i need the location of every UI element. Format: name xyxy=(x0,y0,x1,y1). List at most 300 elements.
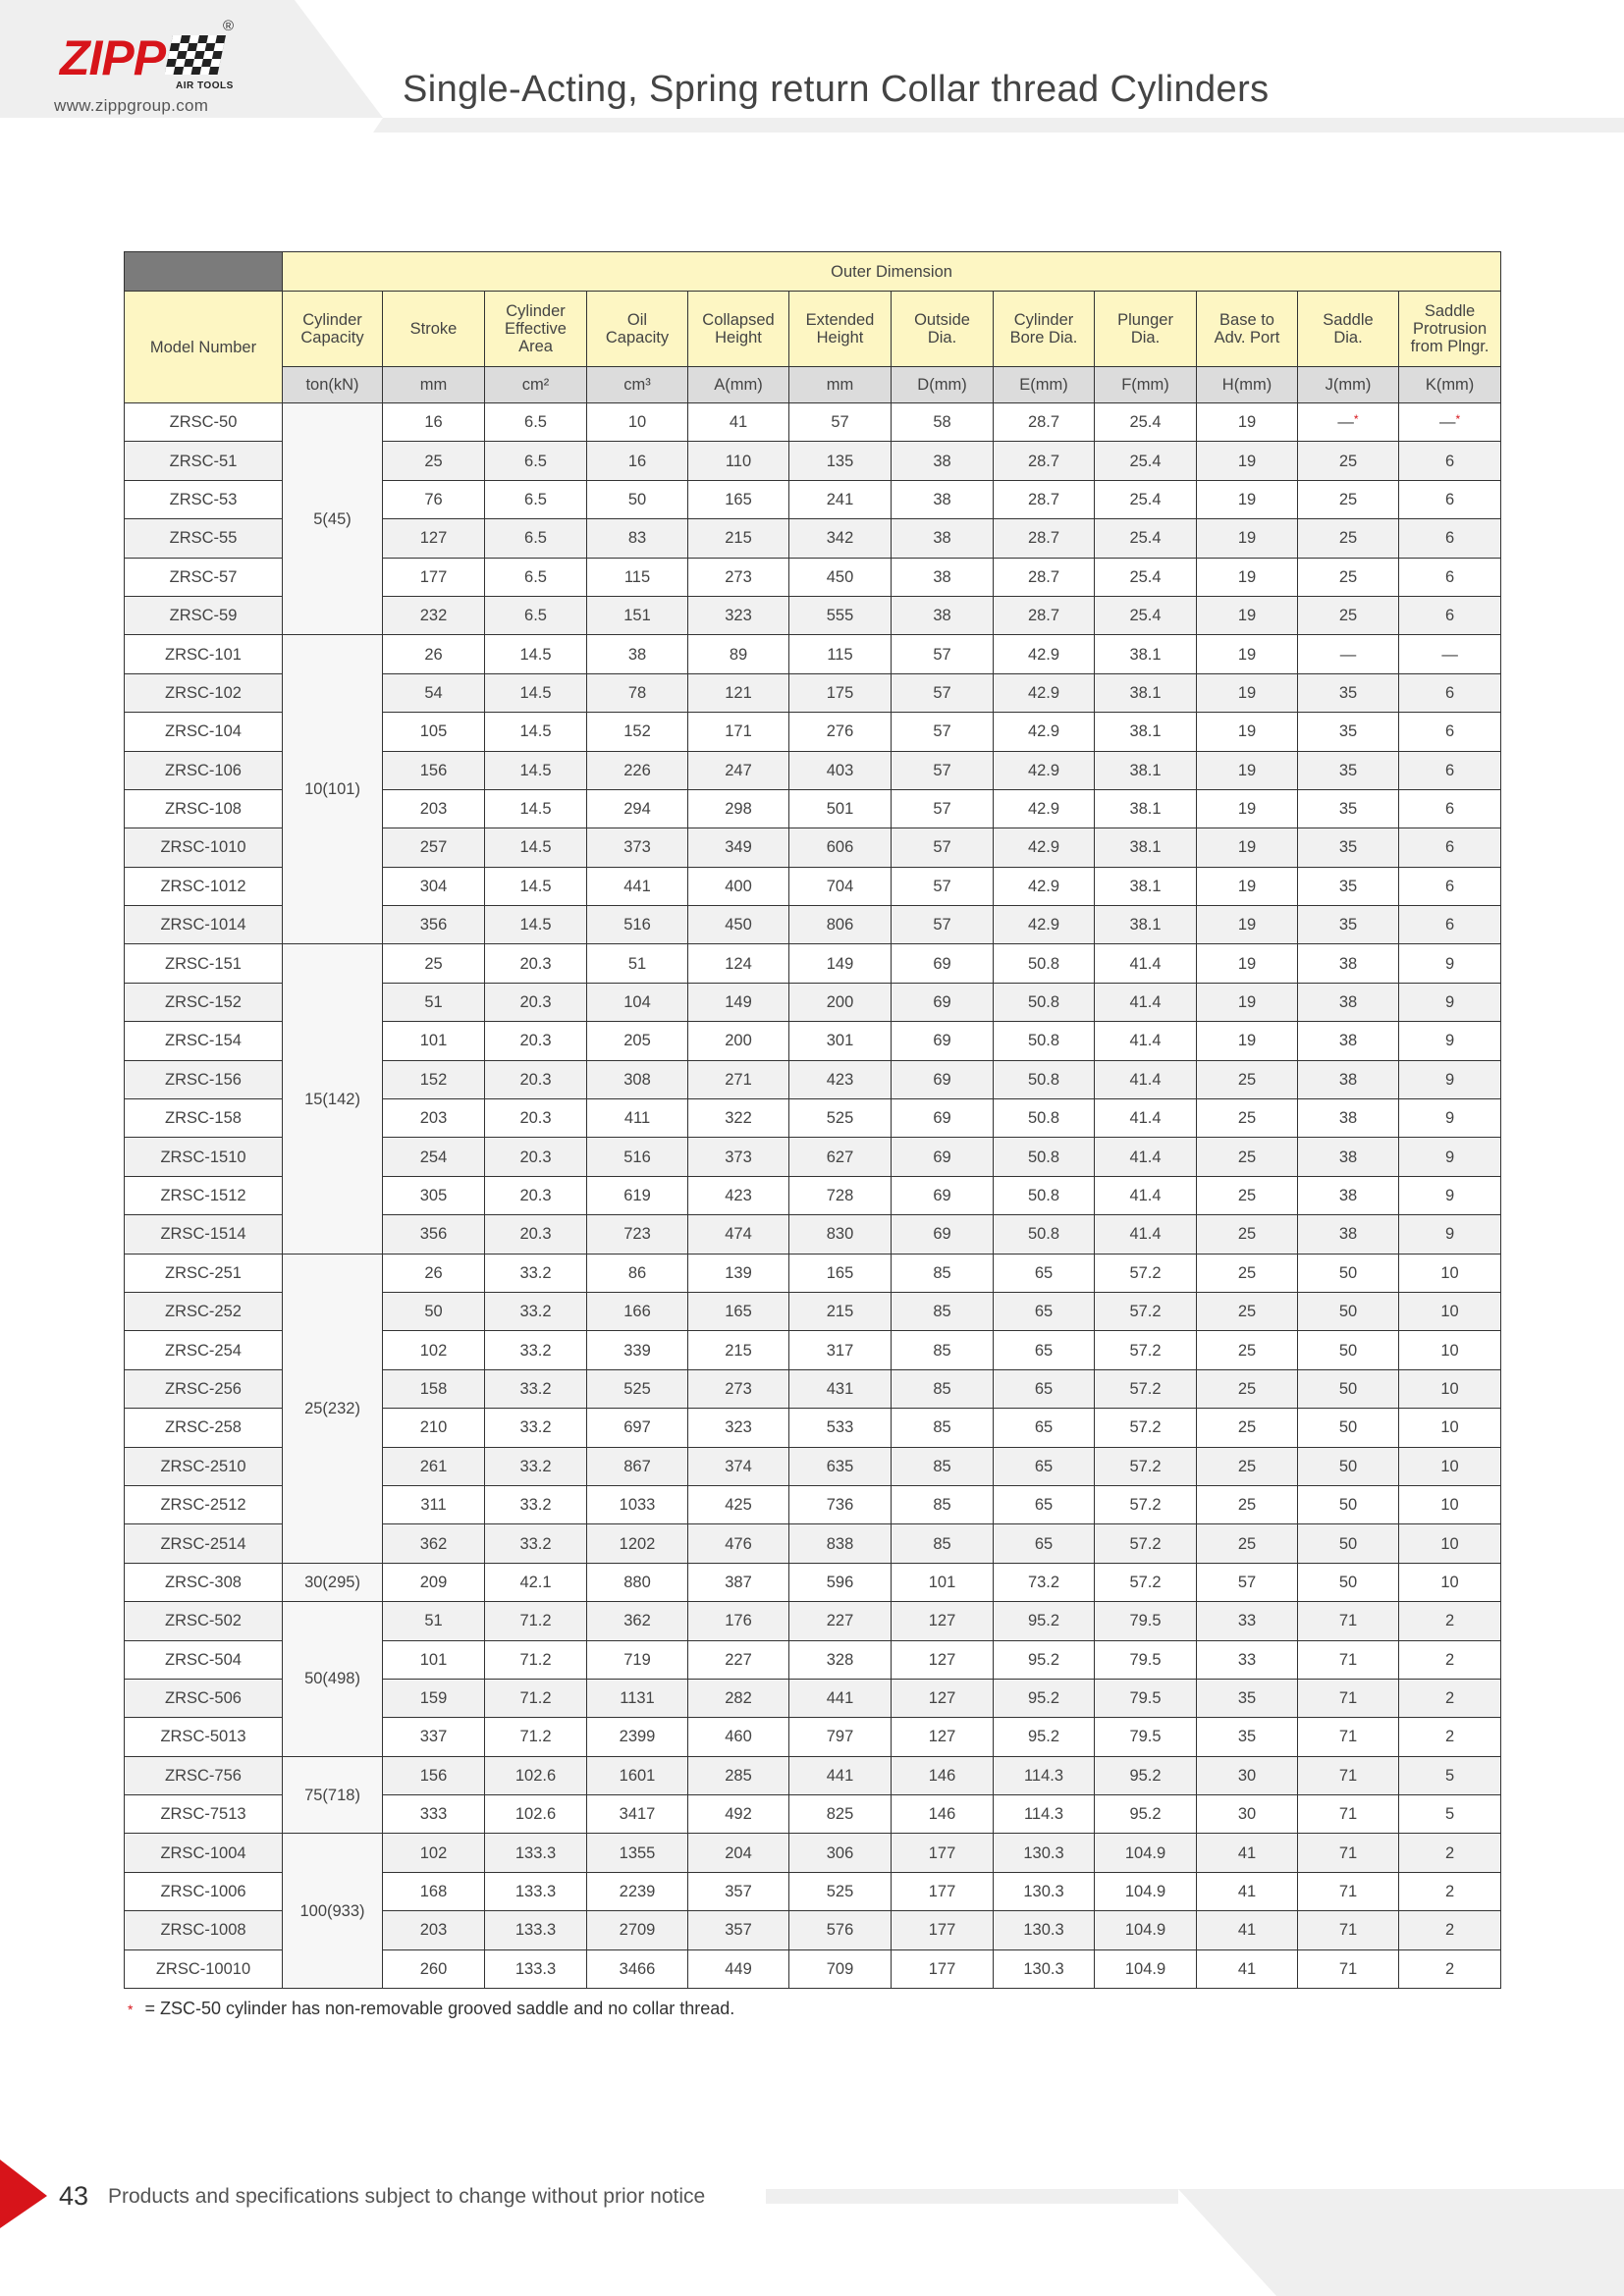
data-cell: 20.3 xyxy=(485,944,587,983)
data-cell: 25 xyxy=(1197,1292,1298,1330)
data-cell: 6.5 xyxy=(485,480,587,518)
data-cell: 71.2 xyxy=(485,1640,587,1679)
data-cell: 431 xyxy=(789,1369,892,1408)
unit-cell: D(mm) xyxy=(892,367,994,403)
data-cell: 130.3 xyxy=(994,1872,1095,1910)
data-cell: 57 xyxy=(789,403,892,442)
data-cell: 25 xyxy=(1298,480,1399,518)
page-number: 43 xyxy=(59,2181,89,2211)
data-cell: 16 xyxy=(383,403,485,442)
data-cell: 209 xyxy=(383,1563,485,1601)
data-cell: 273 xyxy=(688,558,789,596)
data-cell: 6 xyxy=(1399,713,1501,751)
unit-cell: E(mm) xyxy=(994,367,1095,403)
data-cell: 619 xyxy=(587,1176,688,1214)
data-cell: 1355 xyxy=(587,1834,688,1872)
data-cell: 115 xyxy=(587,558,688,596)
data-cell: 19 xyxy=(1197,1022,1298,1060)
column-header-line: Height xyxy=(715,329,762,347)
data-cell: 149 xyxy=(688,983,789,1021)
data-cell: 38.1 xyxy=(1095,713,1197,751)
data-cell: 95.2 xyxy=(1095,1795,1197,1834)
data-cell: 42.9 xyxy=(994,906,1095,944)
data-cell: 2 xyxy=(1399,1679,1501,1717)
data-cell: 308 xyxy=(587,1060,688,1098)
data-cell: 38 xyxy=(892,442,994,480)
data-cell: 124 xyxy=(688,944,789,983)
data-cell: — xyxy=(1399,635,1501,673)
data-cell: 6.5 xyxy=(485,519,587,558)
unit-cell: H(mm) xyxy=(1197,367,1298,403)
column-header xyxy=(485,292,587,367)
data-cell: 9 xyxy=(1399,983,1501,1021)
table-row xyxy=(125,944,1501,983)
model-number-cell: ZRSC-2512 xyxy=(125,1485,283,1523)
data-cell: 177 xyxy=(892,1949,994,1988)
column-header xyxy=(892,292,994,367)
data-cell: 38 xyxy=(1298,1022,1399,1060)
data-cell: 50 xyxy=(1298,1292,1399,1330)
data-cell: 460 xyxy=(688,1718,789,1756)
data-cell: 57.2 xyxy=(1095,1292,1197,1330)
data-cell: 41.4 xyxy=(1095,1022,1197,1060)
data-cell: 33 xyxy=(1197,1640,1298,1679)
data-cell: 301 xyxy=(789,1022,892,1060)
data-cell: 215 xyxy=(789,1292,892,1330)
data-cell: 709 xyxy=(789,1949,892,1988)
model-number-cell: ZRSC-256 xyxy=(125,1369,283,1408)
model-number-cell: ZRSC-254 xyxy=(125,1331,283,1369)
model-number-cell: ZRSC-1006 xyxy=(125,1872,283,1910)
data-cell: 298 xyxy=(688,789,789,828)
data-cell: 50 xyxy=(1298,1447,1399,1485)
data-cell: 42.1 xyxy=(485,1563,587,1601)
data-cell: 177 xyxy=(383,558,485,596)
column-header-line: Height xyxy=(816,329,864,347)
data-cell: 411 xyxy=(587,1099,688,1138)
model-number-cell: ZRSC-2514 xyxy=(125,1524,283,1563)
data-cell: 14.5 xyxy=(485,635,587,673)
data-cell: 57 xyxy=(892,673,994,712)
data-cell: 203 xyxy=(383,1911,485,1949)
model-number-cell: ZRSC-57 xyxy=(125,558,283,596)
data-cell: 25 xyxy=(1197,1138,1298,1176)
data-cell: 6 xyxy=(1399,789,1501,828)
data-cell: 2 xyxy=(1399,1834,1501,1872)
data-cell: 257 xyxy=(383,828,485,867)
data-cell: 127 xyxy=(892,1718,994,1756)
data-cell: — xyxy=(1298,635,1399,673)
data-cell: 373 xyxy=(587,828,688,867)
data-cell: 349 xyxy=(688,828,789,867)
data-cell: 38 xyxy=(892,519,994,558)
model-number-cell: ZRSC-506 xyxy=(125,1679,283,1717)
data-cell: 227 xyxy=(688,1640,789,1679)
data-cell: 16 xyxy=(587,442,688,480)
data-cell: 159 xyxy=(383,1679,485,1717)
model-number-cell: ZRSC-154 xyxy=(125,1022,283,1060)
data-cell: 156 xyxy=(383,751,485,789)
data-cell: 25 xyxy=(1197,1176,1298,1214)
data-cell: 79.5 xyxy=(1095,1718,1197,1756)
data-cell: 104 xyxy=(587,983,688,1021)
data-cell: 41.4 xyxy=(1095,1060,1197,1098)
model-number-cell: ZRSC-55 xyxy=(125,519,283,558)
data-cell: 151 xyxy=(587,596,688,634)
data-cell: 838 xyxy=(789,1524,892,1563)
data-cell: 130.3 xyxy=(994,1911,1095,1949)
data-cell: 35 xyxy=(1298,713,1399,751)
model-number-cell: ZRSC-258 xyxy=(125,1409,283,1447)
data-cell: 423 xyxy=(688,1176,789,1214)
footnote-star-icon: * xyxy=(1455,412,1461,427)
column-header-line: Protrusion xyxy=(1412,320,1488,338)
data-cell: 38 xyxy=(1298,1215,1399,1254)
data-cell: 449 xyxy=(688,1949,789,1988)
data-cell: 357 xyxy=(688,1872,789,1910)
data-cell: 35 xyxy=(1298,828,1399,867)
model-number-cell: ZRSC-756 xyxy=(125,1756,283,1794)
data-cell: 95.2 xyxy=(994,1679,1095,1717)
data-cell: 50.8 xyxy=(994,944,1095,983)
data-cell: 71 xyxy=(1298,1679,1399,1717)
data-cell: 333 xyxy=(383,1795,485,1834)
data-cell: 50.8 xyxy=(994,1215,1095,1254)
data-cell: 57 xyxy=(892,751,994,789)
data-cell: 10 xyxy=(1399,1409,1501,1447)
data-cell: 71.2 xyxy=(485,1602,587,1640)
data-cell: 85 xyxy=(892,1254,994,1292)
data-cell: 38 xyxy=(1298,1176,1399,1214)
data-cell: 25 xyxy=(1298,596,1399,634)
data-cell: 226 xyxy=(587,751,688,789)
data-cell: 9 xyxy=(1399,944,1501,983)
column-header-line: Effective xyxy=(505,320,567,338)
data-cell: 38 xyxy=(587,635,688,673)
data-cell: 42.9 xyxy=(994,751,1095,789)
data-cell: 14.5 xyxy=(485,789,587,828)
data-cell: 71 xyxy=(1298,1602,1399,1640)
data-cell: 2709 xyxy=(587,1911,688,1949)
capacity-cell: 30(295) xyxy=(283,1563,383,1601)
model-number-cell: ZRSC-2510 xyxy=(125,1447,283,1485)
column-header-line: Capacity xyxy=(300,329,364,347)
data-cell: 227 xyxy=(789,1602,892,1640)
footer-notice: Products and specifications subject to change without prior notice xyxy=(108,2185,706,2208)
data-cell: 38 xyxy=(1298,983,1399,1021)
column-header-line: Oil xyxy=(626,311,648,329)
data-cell: 342 xyxy=(789,519,892,558)
data-cell: 317 xyxy=(789,1331,892,1369)
column-header xyxy=(383,292,485,367)
checkered-flag-icon xyxy=(165,35,226,79)
data-cell xyxy=(1298,403,1399,442)
data-cell: 83 xyxy=(587,519,688,558)
data-cell: 28.7 xyxy=(994,519,1095,558)
data-cell: 2239 xyxy=(587,1872,688,1910)
data-cell: 26 xyxy=(383,1254,485,1292)
data-cell: 25 xyxy=(1197,1409,1298,1447)
data-cell: 50 xyxy=(383,1292,485,1330)
data-cell: 95.2 xyxy=(994,1602,1095,1640)
table-row xyxy=(125,1563,1501,1601)
data-cell: 38.1 xyxy=(1095,751,1197,789)
data-cell: 152 xyxy=(383,1060,485,1098)
table-row xyxy=(125,1834,1501,1872)
data-cell: 41 xyxy=(1197,1949,1298,1988)
data-cell: 146 xyxy=(892,1795,994,1834)
data-cell: 323 xyxy=(688,596,789,634)
data-cell: 177 xyxy=(892,1872,994,1910)
data-cell: 158 xyxy=(383,1369,485,1408)
data-cell: 165 xyxy=(688,1292,789,1330)
data-cell: 176 xyxy=(688,1602,789,1640)
data-cell: 38 xyxy=(1298,1060,1399,1098)
data-cell: 65 xyxy=(994,1447,1095,1485)
data-cell: 85 xyxy=(892,1369,994,1408)
data-cell: 273 xyxy=(688,1369,789,1408)
data-cell: 20.3 xyxy=(485,1176,587,1214)
data-cell: 3466 xyxy=(587,1949,688,1988)
data-cell: 133.3 xyxy=(485,1872,587,1910)
data-cell: 525 xyxy=(587,1369,688,1408)
column-header-line: Extended xyxy=(805,311,875,329)
data-cell: 28.7 xyxy=(994,558,1095,596)
data-cell: 42.9 xyxy=(994,789,1095,828)
column-header xyxy=(1197,292,1298,367)
data-cell: 104.9 xyxy=(1095,1949,1197,1988)
data-cell: 35 xyxy=(1298,751,1399,789)
data-cell: 101 xyxy=(383,1640,485,1679)
data-cell: 294 xyxy=(587,789,688,828)
data-cell: 50.8 xyxy=(994,1099,1095,1138)
data-cell: 9 xyxy=(1399,1176,1501,1214)
data-cell: 57 xyxy=(1197,1563,1298,1601)
column-header-line: Cylinder xyxy=(506,302,566,320)
footnote-marker: * xyxy=(128,2002,134,2017)
data-cell: 304 xyxy=(383,867,485,905)
data-cell: 25 xyxy=(1197,1369,1298,1408)
website-link[interactable]: www.zippgroup.com xyxy=(54,96,209,115)
data-cell: 14.5 xyxy=(485,713,587,751)
data-cell: 2399 xyxy=(587,1718,688,1756)
data-cell: 69 xyxy=(892,1099,994,1138)
data-cell: 57.2 xyxy=(1095,1524,1197,1563)
data-cell: 276 xyxy=(789,713,892,751)
data-cell: 50 xyxy=(1298,1369,1399,1408)
data-cell: 33.2 xyxy=(485,1292,587,1330)
data-cell: 25 xyxy=(1197,1254,1298,1292)
data-cell: 79.5 xyxy=(1095,1679,1197,1717)
data-cell: 10 xyxy=(1399,1524,1501,1563)
data-cell: 719 xyxy=(587,1640,688,1679)
table-row xyxy=(125,403,1501,442)
data-cell: 38.1 xyxy=(1095,789,1197,828)
data-cell: 282 xyxy=(688,1679,789,1717)
data-cell: 156 xyxy=(383,1756,485,1794)
model-number-cell: ZRSC-1012 xyxy=(125,867,283,905)
data-cell: 42.9 xyxy=(994,673,1095,712)
data-cell: 38 xyxy=(892,596,994,634)
data-cell: 825 xyxy=(789,1795,892,1834)
column-header-line: Area xyxy=(518,338,553,355)
data-cell: 50 xyxy=(1298,1485,1399,1523)
column-header-line: Stroke xyxy=(409,320,458,338)
data-cell: 2 xyxy=(1399,1949,1501,1988)
data-cell: 441 xyxy=(587,867,688,905)
data-cell: 525 xyxy=(789,1099,892,1138)
column-header xyxy=(1095,292,1197,367)
data-cell: 114.3 xyxy=(994,1756,1095,1794)
data-cell: 19 xyxy=(1197,713,1298,751)
data-cell: 95.2 xyxy=(994,1640,1095,1679)
data-cell: 6.5 xyxy=(485,403,587,442)
data-cell: 51 xyxy=(587,944,688,983)
data-cell: 14.5 xyxy=(485,673,587,712)
data-cell: 728 xyxy=(789,1176,892,1214)
page-footer xyxy=(0,2160,1624,2296)
data-cell: 57.2 xyxy=(1095,1447,1197,1485)
data-cell: 215 xyxy=(688,1331,789,1369)
data-cell: 35 xyxy=(1298,906,1399,944)
data-cell: 25 xyxy=(1298,558,1399,596)
data-cell: 806 xyxy=(789,906,892,944)
data-cell: 25 xyxy=(1298,442,1399,480)
column-header-row xyxy=(125,292,1501,367)
data-cell: 133.3 xyxy=(485,1949,587,1988)
data-cell: 50 xyxy=(1298,1331,1399,1369)
data-cell: 14.5 xyxy=(485,828,587,867)
data-cell: 20.3 xyxy=(485,983,587,1021)
data-cell: 19 xyxy=(1197,519,1298,558)
data-cell: 204 xyxy=(688,1834,789,1872)
data-cell: 362 xyxy=(587,1602,688,1640)
data-cell: 830 xyxy=(789,1215,892,1254)
data-cell: 101 xyxy=(892,1563,994,1601)
data-cell: 38 xyxy=(892,558,994,596)
data-cell: 6 xyxy=(1399,828,1501,867)
data-cell: 19 xyxy=(1197,867,1298,905)
data-cell: 25 xyxy=(1197,1485,1298,1523)
data-cell: 339 xyxy=(587,1331,688,1369)
data-cell: 149 xyxy=(789,944,892,983)
column-header-line: Cylinder xyxy=(1013,311,1074,329)
table-row xyxy=(125,635,1501,673)
data-cell: 328 xyxy=(789,1640,892,1679)
data-cell: 58 xyxy=(892,403,994,442)
data-cell: 33.2 xyxy=(485,1447,587,1485)
data-cell: 85 xyxy=(892,1485,994,1523)
data-cell: 19 xyxy=(1197,442,1298,480)
data-cell: 797 xyxy=(789,1718,892,1756)
data-cell: 1202 xyxy=(587,1524,688,1563)
column-header-line: Dia. xyxy=(1333,329,1363,347)
data-cell: 25 xyxy=(1197,1060,1298,1098)
model-number-cell: ZRSC-106 xyxy=(125,751,283,789)
column-header-line: Dia. xyxy=(1130,329,1161,347)
data-cell: 1131 xyxy=(587,1679,688,1717)
data-cell: 19 xyxy=(1197,673,1298,712)
data-cell: 130.3 xyxy=(994,1949,1095,1988)
data-cell: 110 xyxy=(688,442,789,480)
column-header xyxy=(789,292,892,367)
table-body xyxy=(125,403,1501,1989)
data-cell: 19 xyxy=(1197,558,1298,596)
data-cell: 6 xyxy=(1399,596,1501,634)
outer-dimension-row xyxy=(125,252,1501,292)
data-cell: 71 xyxy=(1298,1911,1399,1949)
data-cell: 54 xyxy=(383,673,485,712)
data-cell: 25 xyxy=(383,442,485,480)
data-cell: 51 xyxy=(383,983,485,1021)
data-cell: 19 xyxy=(1197,789,1298,828)
data-cell: 41.4 xyxy=(1095,1138,1197,1176)
data-cell: 10 xyxy=(1399,1369,1501,1408)
data-cell: 85 xyxy=(892,1292,994,1330)
data-cell: 79.5 xyxy=(1095,1640,1197,1679)
model-number-cell: ZRSC-102 xyxy=(125,673,283,712)
data-cell: 28.7 xyxy=(994,480,1095,518)
data-cell: 101 xyxy=(383,1022,485,1060)
data-cell: 1033 xyxy=(587,1485,688,1523)
model-number-cell: ZRSC-1510 xyxy=(125,1138,283,1176)
data-cell: 38 xyxy=(1298,944,1399,983)
data-cell: 65 xyxy=(994,1292,1095,1330)
data-cell: 50.8 xyxy=(994,1060,1095,1098)
data-cell: 71.2 xyxy=(485,1679,587,1717)
data-cell: 6 xyxy=(1399,480,1501,518)
data-cell: 400 xyxy=(688,867,789,905)
data-cell: 20.3 xyxy=(485,1060,587,1098)
data-cell: 723 xyxy=(587,1215,688,1254)
table-row xyxy=(125,1602,1501,1640)
data-cell: 38 xyxy=(1298,1099,1399,1138)
data-cell: 525 xyxy=(789,1872,892,1910)
data-cell: 26 xyxy=(383,635,485,673)
data-cell: 25 xyxy=(1197,1099,1298,1138)
data-cell: 42.9 xyxy=(994,867,1095,905)
data-cell: 168 xyxy=(383,1872,485,1910)
data-cell: 65 xyxy=(994,1331,1095,1369)
page-header xyxy=(0,0,1624,133)
data-cell: 33 xyxy=(1197,1602,1298,1640)
data-cell: 247 xyxy=(688,751,789,789)
data-cell: 38.1 xyxy=(1095,828,1197,867)
data-cell: 19 xyxy=(1197,751,1298,789)
data-cell: 10 xyxy=(1399,1331,1501,1369)
data-cell: 85 xyxy=(892,1331,994,1369)
data-cell: 492 xyxy=(688,1795,789,1834)
column-header xyxy=(587,292,688,367)
data-cell: 30 xyxy=(1197,1756,1298,1794)
data-cell: 20.3 xyxy=(485,1138,587,1176)
capacity-cell: 100(933) xyxy=(283,1834,383,1989)
model-number-cell: ZRSC-51 xyxy=(125,442,283,480)
data-cell: 121 xyxy=(688,673,789,712)
data-cell: 19 xyxy=(1197,828,1298,867)
unit-cell: K(mm) xyxy=(1399,367,1501,403)
data-cell: 254 xyxy=(383,1138,485,1176)
data-cell: 337 xyxy=(383,1718,485,1756)
model-number-cell: ZRSC-252 xyxy=(125,1292,283,1330)
data-cell: 57.2 xyxy=(1095,1331,1197,1369)
column-header-line: Outside xyxy=(914,311,970,329)
data-cell: 57.2 xyxy=(1095,1485,1197,1523)
data-cell: 33.2 xyxy=(485,1369,587,1408)
data-cell: 69 xyxy=(892,1138,994,1176)
data-cell: 533 xyxy=(789,1409,892,1447)
logo-subtitle: AIR TOOLS xyxy=(176,80,234,91)
